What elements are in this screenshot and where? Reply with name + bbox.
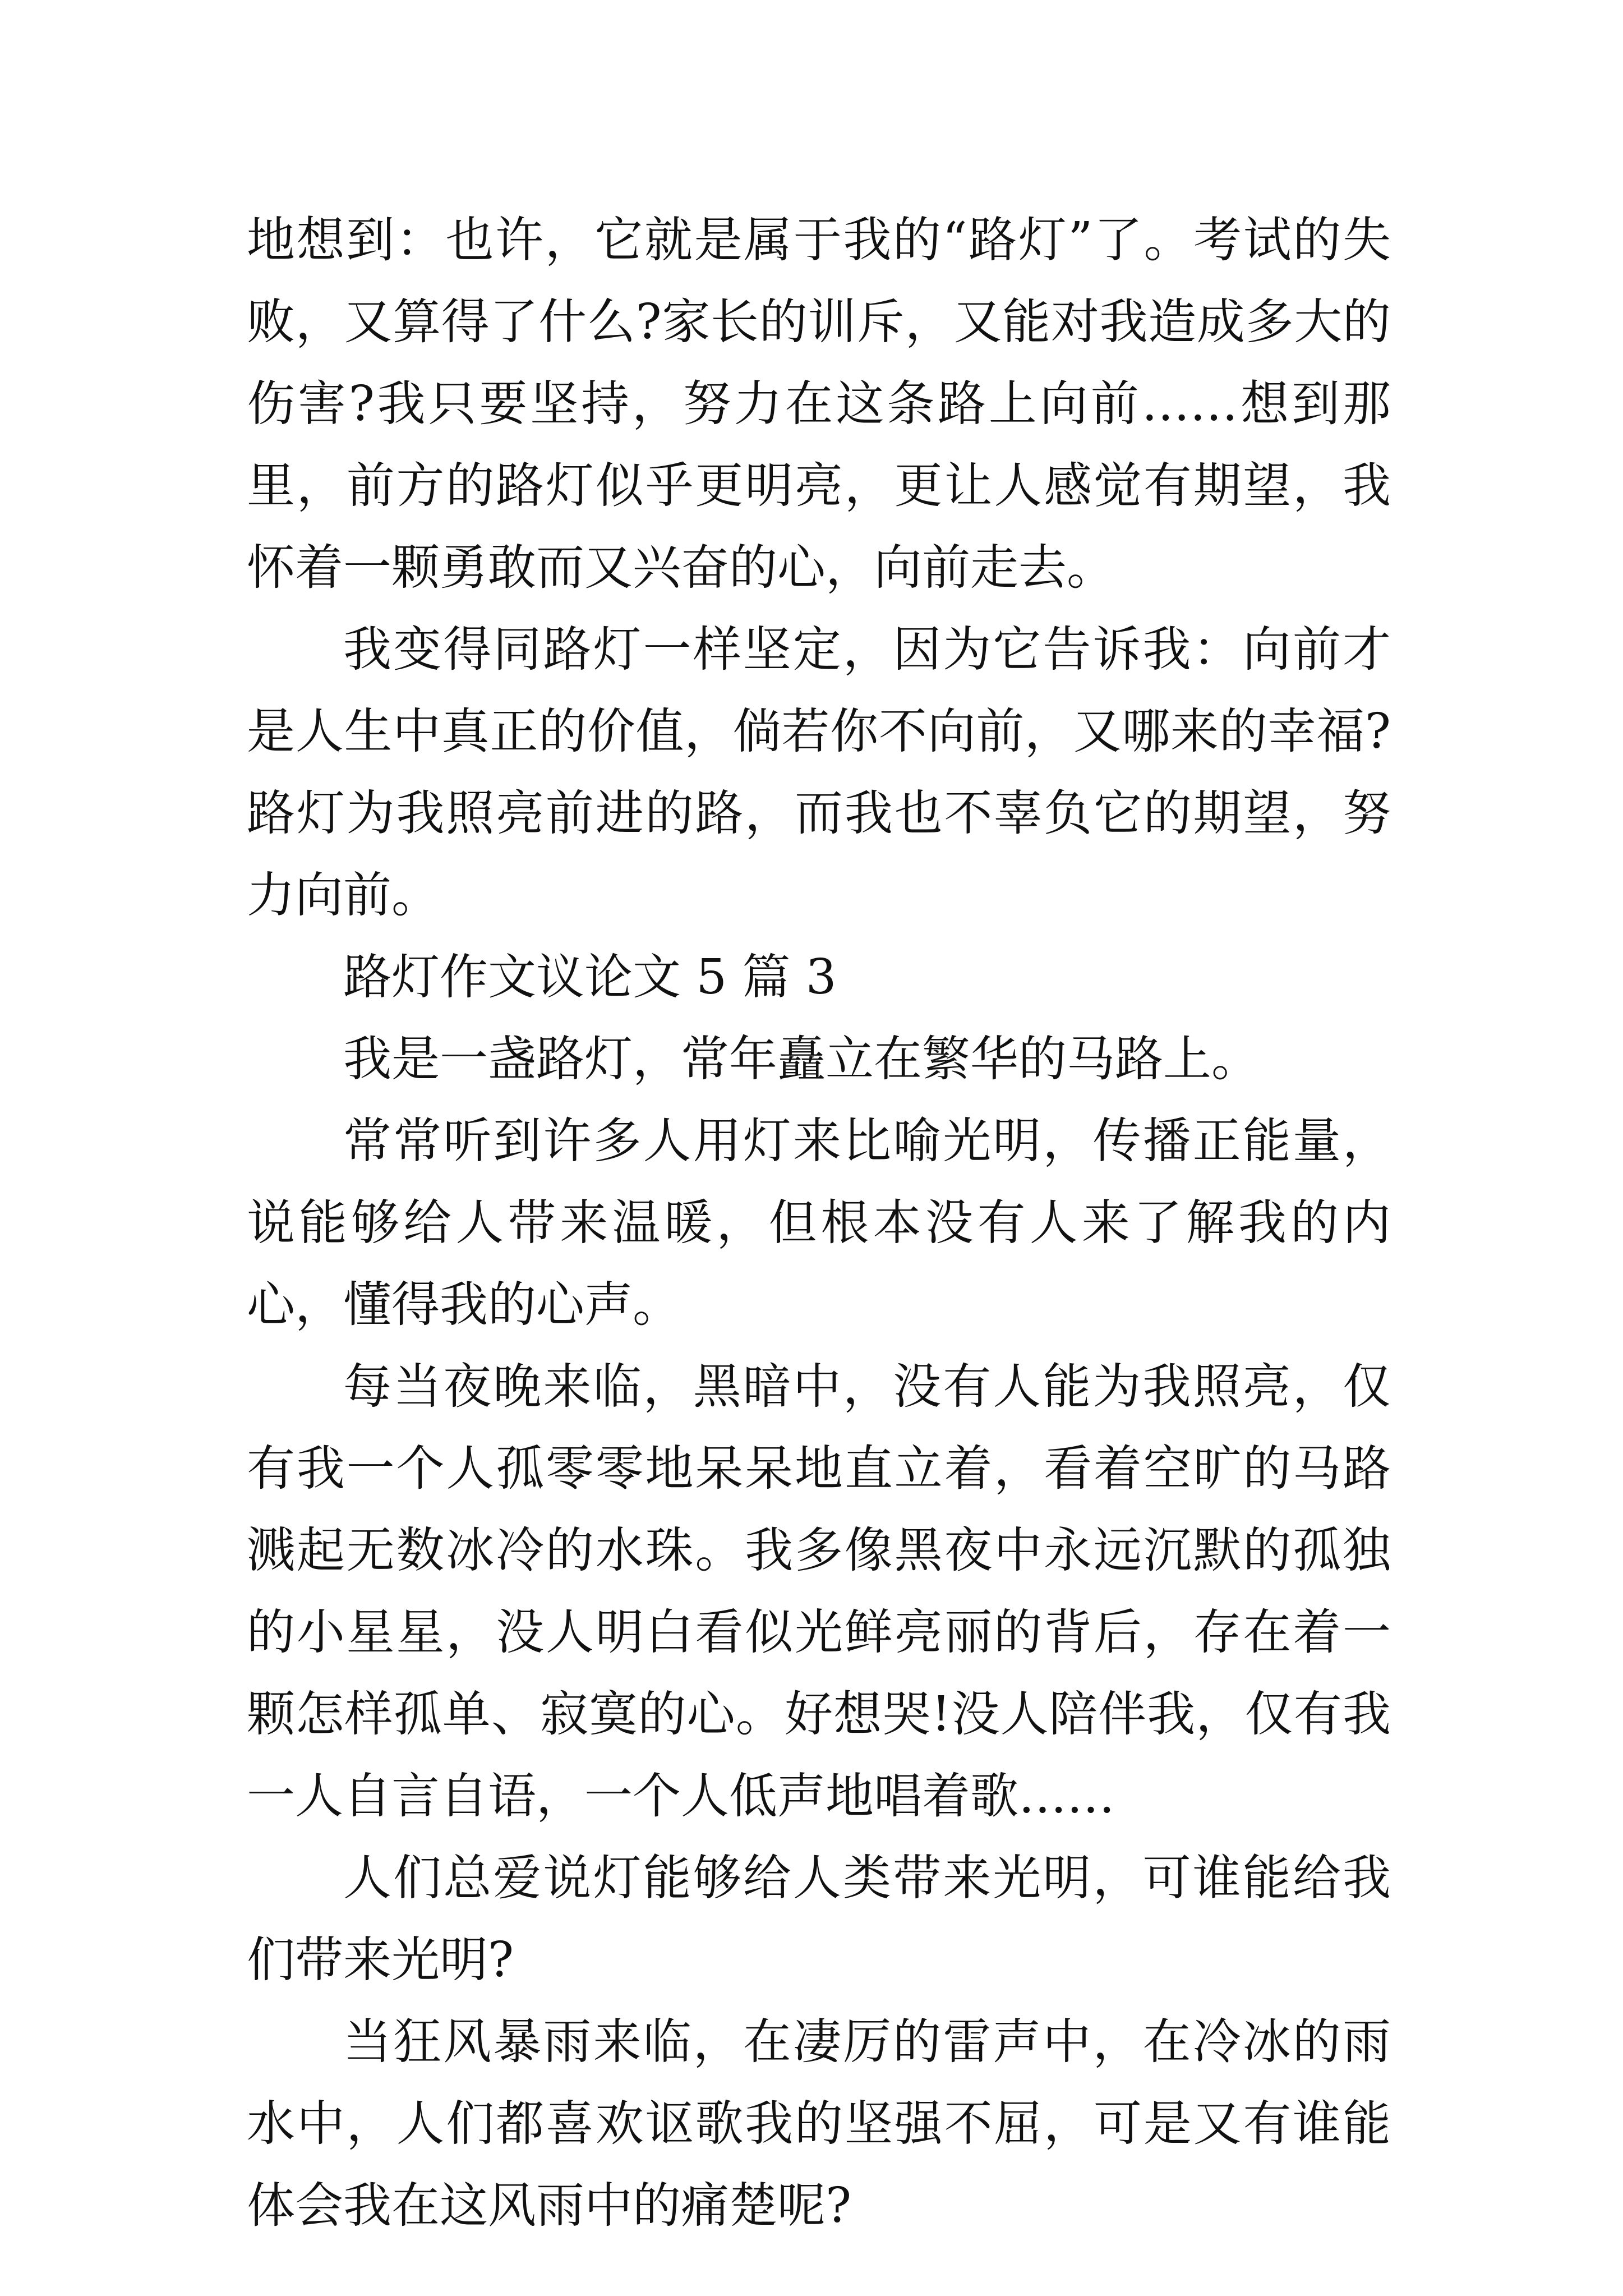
paragraph: 每当夜晚来临，黑暗中，没有人能为我照亮，仅有我一个人孤零零地呆呆地直立着，看着空旷的马路溅起无数冰冷的水珠。我多像黑夜中永远沉默的孤独的小星星，没人明白看似光鲜亮丽的背后，存在着一颗怎样孤单、寂寞的心。好想哭!没人陪伴我，仅有我一人自言自语，一个人低声地唱着歌……: [247, 1359, 1391, 1824]
paragraph: 常常听到许多人用灯来比喻光明，传播正能量，说能够给人带来温暖，但根本没有人来了解我的内心，懂得我的心声。: [247, 1113, 1391, 1333]
paragraph: 我是一盏路灯，常年矗立在繁华的马路上。: [343, 1031, 1260, 1087]
paragraph-continuation: 地想到：也许，它就是属于我的“路灯”了。考试的失败，又算得了什么?家长的训斥，又能对我造成多大的伤害?我只要坚持，努力在这条路上向前……想到那里，前方的路灯似乎更明亮，更让人感觉有期望，我怀着一颗勇敢而又兴奋的心，向前走去。: [247, 212, 1391, 596]
paragraph: 我变得同路灯一样坚定，因为它告诉我：向前才是人生中真正的价值，倘若你不向前，又哪来的幸福?路灯为我照亮前进的路，而我也不辜负它的期望，努力向前。: [247, 622, 1391, 923]
paragraph: 当狂风暴雨来临，在凄厉的雷声中，在冷冰的雨水中，人们都喜欢讴歌我的坚强不屈，可是又有谁能体会我在这风雨中的痛楚呢?: [247, 2014, 1391, 2234]
document-body: [247, 199, 1391, 2247]
paragraph: 人们总爱说灯能够给人类带来光明，可谁能给我们带来光明?: [247, 1850, 1391, 1988]
section-heading: 路灯作文议论文 5 篇 3: [343, 949, 837, 1005]
